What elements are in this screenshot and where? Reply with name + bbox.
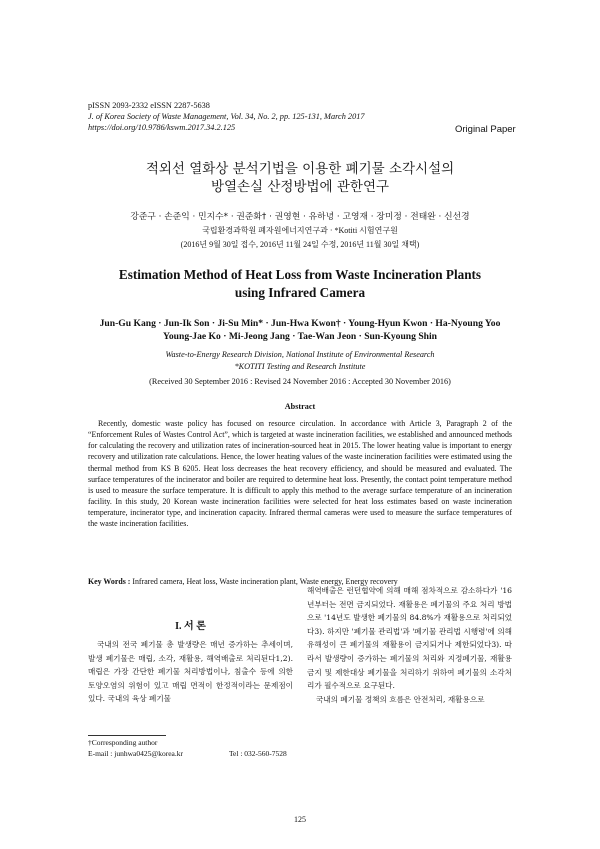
abstract-heading: Abstract: [284, 402, 316, 411]
footnote-tel: Tel : 032-560-7528: [229, 748, 287, 758]
english-affiliation-line1: Waste-to-Energy Research Division, National Institute of Environmental Research: [165, 350, 435, 359]
footnote-divider: [88, 735, 166, 736]
article-type-label: Original Paper: [455, 124, 516, 135]
body-column-left: 국내의 전국 폐기물 총 발생량은 매년 증가하는 추세이며, 발생 폐기물은 매립, 소각, 재활용, 해역배출로 처리된다1,2). 매립은 가장 간단한 폐기물 처리방법이나, 침출수 등에 의한 토양오염의 위험이 있고 매립 면적이 한정적이라는 문제점이 있다. 국내의 육상 폐기물: [88, 640, 293, 704]
korean-title-line2: 방열손실 산정방법에 관한연구: [210, 179, 390, 195]
korean-authors: 강준구 · 손준익 · 민지수* · 권준화† · 권영현 · 유하녕 · 고영재 · 장미정 · 전태완 · 신선경: [130, 212, 470, 222]
english-affiliation: [88, 349, 512, 372]
journal-header: [88, 100, 365, 133]
keywords-text: Infrared camera, Heat loss, Waste incineration plant, Waste energy, Energy recovery: [130, 577, 398, 586]
english-title: [88, 266, 512, 302]
section-heading-introduction: I. 서 론: [175, 621, 206, 632]
english-authors-line2: Young-Jae Ko · Mi-Jeong Jang · Tae-Wan Jeon · Sun-Kyoung Shin: [162, 331, 438, 342]
footnote: [88, 738, 298, 759]
footnote-corresponding: †Corresponding author: [88, 738, 158, 747]
journal-citation: J. of Korea Society of Waste Management, Vol. 34, No. 2, pp. 125-131, March 2017: [88, 112, 365, 121]
abstract-text: Recently, domestic waste policy has focused on resource circulation. In accordance with Article 3, Paragraph 2 of the “Enforcement Rules of Wastes Control Act”, which is targeted at waste incineration facilities, we established and announced methods for calculating the recovery and utilization rates of incineration-sourced heat in 2015. The lower heating value is important to energy recovery and utilization rate calculations. Hence, the lower heating values of the waste incineration facilities were estimated using the thermal method from KS B 6205. Heat loss decreases the heat recovery efficiency, and should be measured and evaluated. The surface temperatures of the incinerator and boiler are required to determine heat loss. Presently, the contact point temperature method is used to measure the surface temperature. It is difficult to apply this method to the average surface temperature of an incineration facility. In this study, 20 Korean waste incineration facilities were selected for heat loss estimates based on waste incineration temperature, incinerator type, and incineration capacity. Infrared thermal cameras were used to measure the surface temperatures of the waste incineration facilities.: [88, 419, 512, 529]
body-column-right: [307, 584, 512, 706]
english-title-line2: using Infrared Camera: [234, 285, 366, 300]
right-paragraph-2: 국내의 폐기물 정책의 흐름은 안전처리, 재활용으로: [316, 694, 485, 704]
english-title-line1: Estimation Method of Heat Loss from Waste Incineration Plants: [118, 267, 482, 282]
doi-link[interactable]: https://doi.org/10.9786/kswm.2017.34.2.125: [88, 123, 236, 132]
keywords-label: Key Words :: [88, 577, 131, 586]
english-authors: [88, 317, 512, 343]
english-affiliation-line2: *KOTITI Testing and Research Institute: [234, 361, 366, 371]
korean-title: [88, 160, 512, 196]
korean-dates: (2016년 9월 30일 접수, 2016년 11월 24일 수정, 2016년 11월 30일 채택): [180, 240, 420, 249]
korean-title-line1: 적외선 열화상 분석기법을 이용한 폐기물 소각시설의: [145, 161, 455, 177]
korean-affiliation: 국립환경과학원 폐자원에너지연구과 · *Kotiti 시험연구원: [202, 226, 398, 235]
page-number: 125: [294, 815, 306, 824]
english-authors-line1: Jun-Gu Kang · Jun-Ik Son · Ji-Su Min* · Jun-Hwa Kwon† · Young-Hyun Kwon · Ha-Nyoung Yoo: [99, 318, 501, 329]
issn-line: pISSN 2093-2332 eISSN 2287-5638: [88, 101, 210, 110]
right-paragraph-1: 해역배출은 런던협약에 의해 매해 점차적으로 감소하다가 '16년부터는 전면 금지되었다. 재활용은 폐기물의 주요 처리 방법으로 '14년도 발생한 폐기물의 84.8%가 재활용으로 처리되었다3). 하지만 '폐기물 관리법'과 '폐기물 관리법 시행령'에 의해 유해성이 큰 폐기물의 재활용이 금지되거나 제한되었다3). 따라서 발생량이 증가하는 폐기물의 처리와 지정폐기물, 재활용 금지 및 제한대상 폐기물을 처리하기 위하여 폐기물의 소각처리가 필수적으로 요구된다.: [307, 586, 512, 691]
english-dates: (Received 30 September 2016 : Revised 24 November 2016 : Accepted 30 November 2016): [149, 377, 451, 386]
footnote-email[interactable]: E-mail : junhwa0425@korea.kr: [88, 748, 184, 758]
